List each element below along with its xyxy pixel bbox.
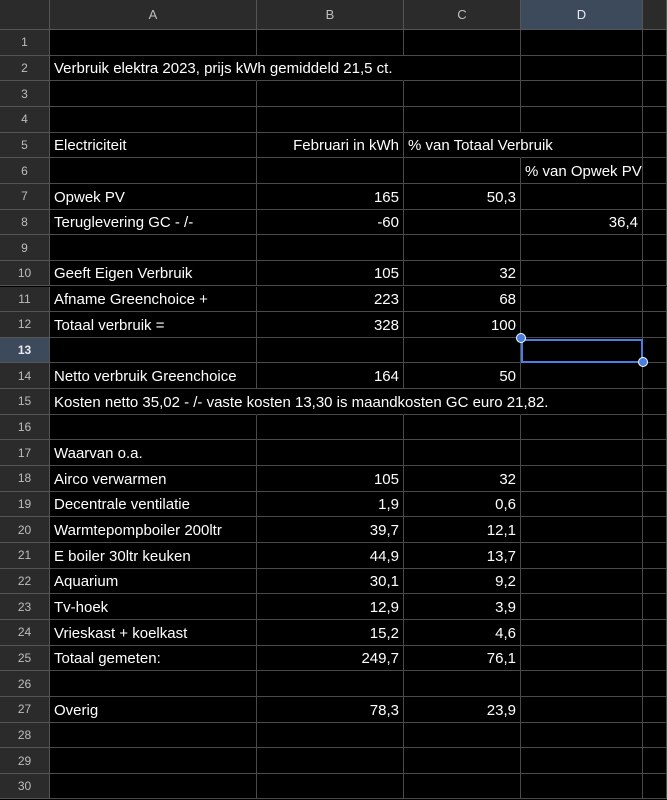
cell-value: Vrieskast + koelkast bbox=[54, 624, 188, 642]
cell-value: 165 bbox=[373, 188, 399, 206]
cell-value: 3,9 bbox=[495, 598, 516, 616]
cell-d2[interactable] bbox=[521, 56, 643, 82]
cell-a22[interactable] bbox=[50, 569, 257, 595]
cell-c3[interactable] bbox=[404, 81, 521, 107]
row-header[interactable]: 11 bbox=[0, 287, 50, 313]
row-header[interactable]: 28 bbox=[0, 723, 50, 749]
cell-value: 0,6 bbox=[495, 496, 516, 514]
cell-b20[interactable] bbox=[257, 517, 404, 543]
cell-a13[interactable] bbox=[50, 338, 257, 364]
cell-value: Afname Greenchoice + bbox=[54, 291, 208, 309]
table-row bbox=[0, 774, 667, 800]
table-row bbox=[0, 671, 667, 697]
table-row bbox=[0, 697, 667, 723]
cell-e15[interactable] bbox=[643, 389, 667, 415]
cell-e7[interactable] bbox=[643, 184, 667, 210]
cell-b24[interactable] bbox=[257, 620, 404, 646]
cell-c12[interactable] bbox=[404, 312, 521, 338]
cell-d20[interactable] bbox=[521, 517, 643, 543]
table-row bbox=[0, 748, 667, 774]
cell-c9[interactable] bbox=[404, 235, 521, 261]
cell-a23[interactable] bbox=[50, 594, 257, 620]
cell-a27[interactable] bbox=[50, 697, 257, 723]
cell-value: 68 bbox=[499, 291, 516, 309]
cell-e30[interactable] bbox=[643, 774, 667, 800]
cell-value: Totaal verbruik = bbox=[54, 316, 165, 334]
table-row bbox=[0, 517, 667, 543]
column-header-b[interactable]: B bbox=[257, 0, 404, 30]
cell-c19[interactable] bbox=[404, 492, 521, 518]
cell-e5[interactable] bbox=[643, 133, 667, 159]
cell-d29[interactable] bbox=[521, 748, 643, 774]
cell-value: 15,2 bbox=[369, 624, 399, 642]
cell-e4[interactable] bbox=[643, 107, 667, 133]
table-row bbox=[0, 415, 667, 441]
cell-e23[interactable] bbox=[643, 594, 667, 620]
table-row bbox=[0, 107, 667, 133]
table-row bbox=[0, 210, 667, 236]
cell-a17[interactable] bbox=[50, 440, 257, 466]
cell-value: Kosten netto 35,02 - /- vaste kosten 13,30 is maandkosten GC euro 21,82. bbox=[54, 393, 549, 411]
cell-c5[interactable] bbox=[404, 133, 553, 159]
cell-e18[interactable] bbox=[643, 466, 667, 492]
column-header-c[interactable]: C bbox=[404, 0, 521, 30]
cell-a24[interactable] bbox=[50, 620, 257, 646]
cell-c14[interactable] bbox=[404, 363, 521, 389]
cell-d14[interactable] bbox=[521, 363, 643, 389]
cell-b21[interactable] bbox=[257, 543, 404, 569]
row-header[interactable]: 24 bbox=[0, 620, 50, 646]
cell-value: 12,9 bbox=[369, 598, 399, 616]
cell-b13[interactable] bbox=[257, 338, 404, 364]
row-header[interactable]: 3 bbox=[0, 81, 50, 107]
table-row bbox=[0, 261, 667, 287]
cell-e1[interactable] bbox=[643, 30, 667, 56]
cell-c25[interactable] bbox=[404, 646, 521, 672]
cell-b10[interactable] bbox=[257, 261, 404, 287]
cell-d21[interactable] bbox=[521, 543, 643, 569]
cell-value: 50 bbox=[499, 368, 516, 386]
row-header[interactable]: 4 bbox=[0, 107, 50, 133]
cell-value: % van Opwek PV bbox=[525, 162, 642, 180]
cell-b14[interactable] bbox=[257, 363, 404, 389]
cell-d24[interactable] bbox=[521, 620, 643, 646]
table-row bbox=[0, 620, 667, 646]
table-row bbox=[0, 543, 667, 569]
cell-b23[interactable] bbox=[257, 594, 404, 620]
cell-a18[interactable] bbox=[50, 466, 257, 492]
cell-e12[interactable] bbox=[643, 312, 667, 338]
cell-c29[interactable] bbox=[404, 748, 521, 774]
cell-b22[interactable] bbox=[257, 569, 404, 595]
cell-a25[interactable] bbox=[50, 646, 257, 672]
cell-d10[interactable] bbox=[521, 261, 643, 287]
cell-e22[interactable] bbox=[643, 569, 667, 595]
cell-value: Netto verbruik Greenchoice bbox=[54, 368, 237, 386]
cell-a5[interactable] bbox=[50, 133, 257, 159]
row-header[interactable]: 13 bbox=[0, 338, 50, 364]
cell-value: 78,3 bbox=[369, 701, 399, 719]
column-header-d[interactable]: D bbox=[521, 0, 643, 30]
cell-c17[interactable] bbox=[404, 440, 521, 466]
cell-d18[interactable] bbox=[521, 466, 643, 492]
select-all-corner[interactable] bbox=[0, 0, 50, 30]
table-row bbox=[0, 30, 667, 56]
selection-handle-bottom-right[interactable] bbox=[638, 357, 648, 367]
cell-value: 328 bbox=[373, 316, 399, 334]
row-header[interactable]: 16 bbox=[0, 415, 50, 441]
row-header[interactable]: 25 bbox=[0, 646, 50, 672]
cell-c26[interactable] bbox=[404, 671, 521, 697]
cell-e16[interactable] bbox=[643, 415, 667, 441]
cell-a16[interactable] bbox=[50, 415, 257, 441]
row-header[interactable]: 30 bbox=[0, 774, 50, 800]
cell-a21[interactable] bbox=[50, 543, 257, 569]
cell-value: 12,1 bbox=[486, 521, 516, 539]
row-header[interactable]: 26 bbox=[0, 671, 50, 697]
row-header[interactable]: 7 bbox=[0, 184, 50, 210]
cell-value: 164 bbox=[373, 368, 399, 386]
row-header[interactable]: 12 bbox=[0, 312, 50, 338]
cell-d16[interactable] bbox=[521, 415, 643, 441]
cell-b19[interactable] bbox=[257, 492, 404, 518]
cell-e25[interactable] bbox=[643, 646, 667, 672]
cell-e29[interactable] bbox=[643, 748, 667, 774]
cell-value: % van Totaal Verbruik bbox=[408, 137, 553, 155]
cell-b5[interactable] bbox=[257, 133, 404, 159]
cell-d11[interactable] bbox=[521, 287, 643, 313]
cell-d8[interactable] bbox=[521, 210, 643, 236]
cell-value: 105 bbox=[373, 470, 399, 488]
cell-b17[interactable] bbox=[257, 440, 404, 466]
cell-c16[interactable] bbox=[404, 415, 521, 441]
cell-a20[interactable] bbox=[50, 517, 257, 543]
cell-value: 76,1 bbox=[486, 650, 516, 668]
cell-value: Februari in kWh bbox=[293, 137, 399, 155]
row-header[interactable]: 1 bbox=[0, 30, 50, 56]
cell-b28[interactable] bbox=[257, 723, 404, 749]
table-row bbox=[0, 133, 667, 159]
cell-d12[interactable] bbox=[521, 312, 643, 338]
cell-d3[interactable] bbox=[521, 81, 643, 107]
cell-a30[interactable] bbox=[50, 774, 257, 800]
cell-b8[interactable] bbox=[257, 210, 404, 236]
cell-value: -60 bbox=[377, 214, 399, 232]
cell-value: 1,9 bbox=[378, 496, 399, 514]
cell-c18[interactable] bbox=[404, 466, 521, 492]
cell-e14[interactable] bbox=[643, 363, 667, 389]
cell-e26[interactable] bbox=[643, 671, 667, 697]
cell-a4[interactable] bbox=[50, 107, 257, 133]
row-header[interactable]: 10 bbox=[0, 261, 50, 287]
cell-c28[interactable] bbox=[404, 723, 521, 749]
cell-a11[interactable] bbox=[50, 287, 257, 313]
cell-e11[interactable] bbox=[643, 287, 667, 313]
row-header[interactable]: 8 bbox=[0, 210, 50, 236]
cell-value: 50,3 bbox=[486, 188, 516, 206]
table-row bbox=[0, 235, 667, 261]
cell-a1[interactable] bbox=[50, 30, 257, 56]
cell-e3[interactable] bbox=[643, 81, 667, 107]
cell-value: 100 bbox=[490, 316, 516, 334]
cell-e20[interactable] bbox=[643, 517, 667, 543]
cell-d19[interactable] bbox=[521, 492, 643, 518]
cell-d25[interactable] bbox=[521, 646, 643, 672]
cell-b27[interactable] bbox=[257, 697, 404, 723]
row-header[interactable]: 5 bbox=[0, 133, 50, 159]
cell-e24[interactable] bbox=[643, 620, 667, 646]
cell-b6[interactable] bbox=[257, 158, 404, 184]
cell-e6[interactable] bbox=[643, 158, 667, 184]
cell-d27[interactable] bbox=[521, 697, 643, 723]
table-row bbox=[0, 723, 667, 749]
cell-b16[interactable] bbox=[257, 415, 404, 441]
cell-b26[interactable] bbox=[257, 671, 404, 697]
cell-e9[interactable] bbox=[643, 235, 667, 261]
cell-b1[interactable] bbox=[257, 30, 404, 56]
cell-b9[interactable] bbox=[257, 235, 404, 261]
cell-c30[interactable] bbox=[404, 774, 521, 800]
cell-value: 39,7 bbox=[369, 521, 399, 539]
cell-value: Aquarium bbox=[54, 573, 119, 591]
row-header[interactable]: 2 bbox=[0, 56, 50, 82]
row-header[interactable]: 19 bbox=[0, 492, 50, 518]
table-row bbox=[0, 287, 667, 313]
cell-a14[interactable] bbox=[50, 363, 257, 389]
row-header[interactable]: 14 bbox=[0, 363, 50, 389]
selection-handle-top-left[interactable] bbox=[516, 333, 526, 343]
cell-c24[interactable] bbox=[404, 620, 521, 646]
cell-e8[interactable] bbox=[643, 210, 667, 236]
row-header[interactable]: 22 bbox=[0, 569, 50, 595]
cell-c6[interactable] bbox=[404, 158, 521, 184]
cell-a19[interactable] bbox=[50, 492, 257, 518]
row-header[interactable]: 20 bbox=[0, 517, 50, 543]
cell-value: Opwek PV bbox=[54, 188, 125, 206]
cell-a10[interactable] bbox=[50, 261, 257, 287]
cell-d1[interactable] bbox=[521, 30, 643, 56]
table-row bbox=[0, 569, 667, 595]
cell-c21[interactable] bbox=[404, 543, 521, 569]
cell-value: 44,9 bbox=[369, 547, 399, 565]
cell-e21[interactable] bbox=[643, 543, 667, 569]
cell-d28[interactable] bbox=[521, 723, 643, 749]
table-row bbox=[0, 466, 667, 492]
cell-a12[interactable] bbox=[50, 312, 257, 338]
cell-value: Overig bbox=[54, 701, 99, 719]
row-header[interactable]: 27 bbox=[0, 697, 50, 723]
cell-value: 9,2 bbox=[495, 573, 516, 591]
table-row bbox=[0, 56, 667, 82]
cell-value: Waarvan o.a. bbox=[54, 445, 143, 463]
cell-d7[interactable] bbox=[521, 184, 643, 210]
cell-b3[interactable] bbox=[257, 81, 404, 107]
cell-c11[interactable] bbox=[404, 287, 521, 313]
cell-e27[interactable] bbox=[643, 697, 667, 723]
cell-value: Teruglevering GC - /- bbox=[54, 214, 194, 232]
row-header[interactable]: 6 bbox=[0, 158, 50, 184]
cell-e10[interactable] bbox=[643, 261, 667, 287]
cell-a8[interactable] bbox=[50, 210, 257, 236]
column-header-a[interactable]: A bbox=[50, 0, 257, 30]
cell-value: 105 bbox=[373, 265, 399, 283]
cell-b25[interactable] bbox=[257, 646, 404, 672]
row-header[interactable]: 21 bbox=[0, 543, 50, 569]
cell-a15[interactable] bbox=[50, 389, 549, 415]
cell-value: 36,4 bbox=[608, 214, 638, 232]
cell-d22[interactable] bbox=[521, 569, 643, 595]
selected-cell-d13[interactable] bbox=[521, 339, 643, 363]
table-row bbox=[0, 184, 667, 210]
cell-e19[interactable] bbox=[643, 492, 667, 518]
row-header[interactable]: 23 bbox=[0, 594, 50, 620]
cell-b12[interactable] bbox=[257, 312, 404, 338]
table-row bbox=[0, 646, 667, 672]
cell-e17[interactable] bbox=[643, 440, 667, 466]
cell-a26[interactable] bbox=[50, 671, 257, 697]
cell-c10[interactable] bbox=[404, 261, 521, 287]
cell-value: E boiler 30ltr keuken bbox=[54, 547, 191, 565]
cell-value: Geeft Eigen Verbruik bbox=[54, 265, 193, 283]
cell-c1[interactable] bbox=[404, 30, 521, 56]
table-row bbox=[0, 389, 667, 415]
cell-c27[interactable] bbox=[404, 697, 521, 723]
cell-d6[interactable] bbox=[521, 158, 643, 184]
cell-b7[interactable] bbox=[257, 184, 404, 210]
cell-d26[interactable] bbox=[521, 671, 643, 697]
cell-value: Tv-hoek bbox=[54, 598, 109, 616]
cell-c4[interactable] bbox=[404, 107, 521, 133]
cell-a28[interactable] bbox=[50, 723, 257, 749]
cell-value: 13,7 bbox=[486, 547, 516, 565]
cell-a6[interactable] bbox=[50, 158, 257, 184]
cell-value: 32 bbox=[499, 265, 516, 283]
cell-c22[interactable] bbox=[404, 569, 521, 595]
row-header[interactable]: 17 bbox=[0, 440, 50, 466]
cell-c7[interactable] bbox=[404, 184, 521, 210]
cell-value: 249,7 bbox=[361, 650, 399, 668]
cell-value: Airco verwarmen bbox=[54, 470, 167, 488]
table-row bbox=[0, 492, 667, 518]
cell-b30[interactable] bbox=[257, 774, 404, 800]
row-header[interactable]: 9 bbox=[0, 235, 50, 261]
cell-c20[interactable] bbox=[404, 517, 521, 543]
table-row bbox=[0, 594, 667, 620]
cell-value: 23,9 bbox=[486, 701, 516, 719]
cell-b18[interactable] bbox=[257, 466, 404, 492]
cell-e28[interactable] bbox=[643, 723, 667, 749]
cell-value: 32 bbox=[499, 470, 516, 488]
cell-e2[interactable] bbox=[643, 56, 667, 82]
cell-value: Electriciteit bbox=[54, 137, 127, 155]
cell-a2[interactable] bbox=[50, 56, 393, 82]
table-row bbox=[0, 363, 667, 389]
cell-a9[interactable] bbox=[50, 235, 257, 261]
column-header-next[interactable] bbox=[643, 0, 667, 30]
cell-c13[interactable] bbox=[404, 338, 521, 364]
cell-d9[interactable] bbox=[521, 235, 643, 261]
cell-c2[interactable] bbox=[404, 56, 521, 82]
cell-b11[interactable] bbox=[257, 287, 404, 313]
table-row bbox=[0, 81, 667, 107]
cell-d23[interactable] bbox=[521, 594, 643, 620]
cell-c23[interactable] bbox=[404, 594, 521, 620]
row-header[interactable]: 18 bbox=[0, 466, 50, 492]
cell-b29[interactable] bbox=[257, 748, 404, 774]
cell-value: Warmtepompboiler 200ltr bbox=[54, 521, 222, 539]
cell-value: 223 bbox=[373, 291, 399, 309]
cell-d4[interactable] bbox=[521, 107, 643, 133]
cell-d30[interactable] bbox=[521, 774, 643, 800]
row-header[interactable]: 15 bbox=[0, 389, 50, 415]
cell-b4[interactable] bbox=[257, 107, 404, 133]
cell-a29[interactable] bbox=[50, 748, 257, 774]
table-row bbox=[0, 158, 667, 184]
cell-value: Decentrale ventilatie bbox=[54, 496, 190, 514]
cell-a3[interactable] bbox=[50, 81, 257, 107]
cell-value: 4,6 bbox=[495, 624, 516, 642]
cell-c8[interactable] bbox=[404, 210, 521, 236]
table-row bbox=[0, 312, 667, 338]
cell-value: Totaal gemeten: bbox=[54, 650, 161, 668]
cell-value: 30,1 bbox=[369, 573, 399, 591]
cell-value: Verbruik elektra 2023, prijs kWh gemiddeld 21,5 ct. bbox=[54, 60, 393, 78]
table-row bbox=[0, 440, 667, 466]
row-header[interactable]: 29 bbox=[0, 748, 50, 774]
cell-d17[interactable] bbox=[521, 440, 643, 466]
cell-a7[interactable] bbox=[50, 184, 257, 210]
